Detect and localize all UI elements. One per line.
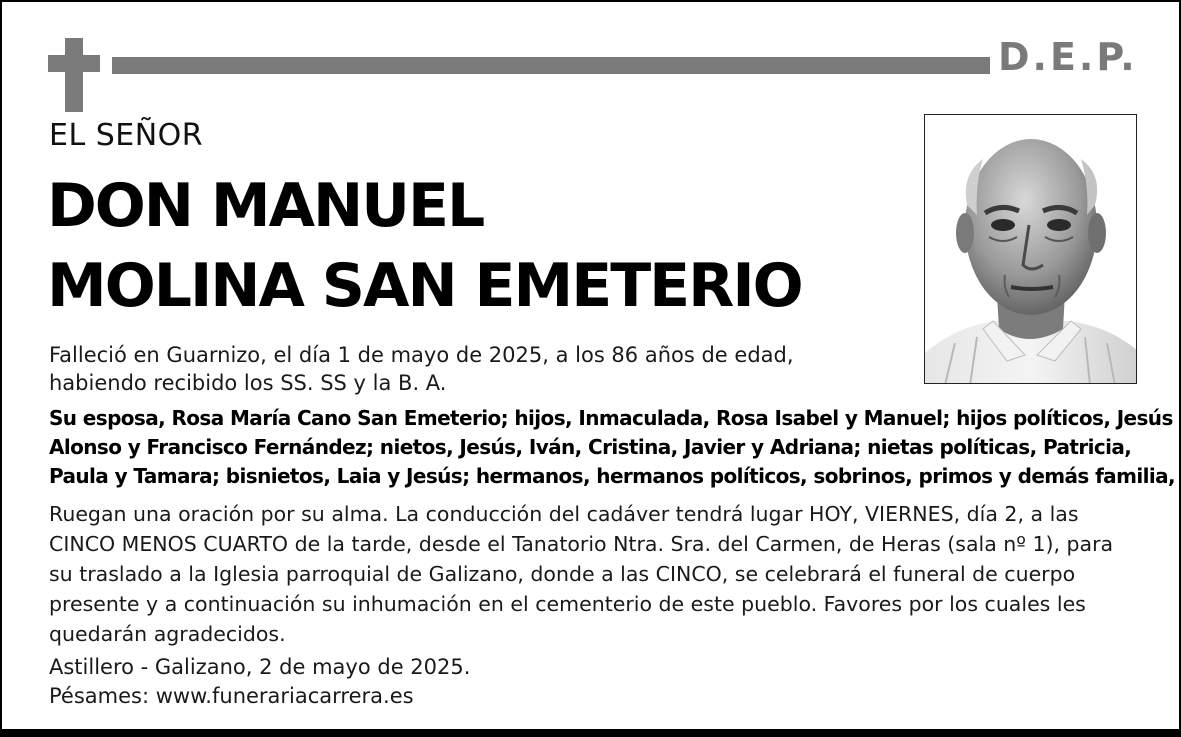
- service-line: CINCO MENOS CUARTO de la tarde, desde el Tanatorio Ntra. Sra. del Carmen, de Heras (sala nº 1), para: [49, 532, 1114, 556]
- service-details: [49, 499, 1139, 649]
- service-line: presente y a continuación su inhumación en el cementerio de este pueblo. Favores por los cuales les: [49, 592, 1086, 616]
- place-date-line: Astillero - Galizano, 2 de mayo de 2025.: [49, 655, 471, 679]
- service-line: Ruegan una oración por su alma. La conducción del cadáver tendrá lugar HOY, VIERNES, día 2, a las: [49, 502, 1079, 526]
- death-notice-line: habiendo recibido los SS. SS y la B. A.: [49, 371, 447, 395]
- death-notice-line: Falleció en Guarnizo, el día 1 de mayo de 2025, a los 86 años de edad,: [49, 343, 794, 367]
- condolences-line[interactable]: Pésames: www.funerariacarrera.es: [49, 684, 414, 708]
- family-list: [49, 404, 1175, 491]
- service-line: su traslado a la Iglesia parroquial de Galizano, donde a las CINCO, se celebrará el funeral de cuerpo: [49, 562, 1076, 586]
- death-notice: [49, 341, 909, 397]
- portrait-photo: [924, 114, 1137, 384]
- deceased-title: EL SEÑOR: [49, 118, 204, 153]
- family-line: Paula y Tamara; bisnietos, Laia y Jesús; hermanos, hermanos políticos, sobrinos, primos y demás familia,: [49, 464, 1175, 488]
- condolences-link[interactable]: [49, 682, 849, 710]
- service-line: quedarán agradecidos.: [49, 622, 286, 646]
- header-rule: [112, 57, 990, 74]
- cross-icon: [48, 38, 100, 112]
- deceased-name-line2: MOLINA SAN EMETERIO: [47, 251, 802, 321]
- portrait-icon: [925, 115, 1137, 384]
- deceased-name-line1: DON MANUEL: [47, 171, 484, 241]
- dep-label: D.E.P.: [998, 35, 1138, 79]
- place-date: [49, 653, 849, 681]
- family-line: Alonso y Francisco Fernández; nietos, Jesús, Iván, Cristina, Javier y Adriana; nietas políticas, Patricia,: [49, 435, 1132, 459]
- family-line: Su esposa, Rosa María Cano San Emeterio; hijos, Inmaculada, Rosa Isabel y Manuel; hijos políticos, Jesús: [49, 406, 1173, 430]
